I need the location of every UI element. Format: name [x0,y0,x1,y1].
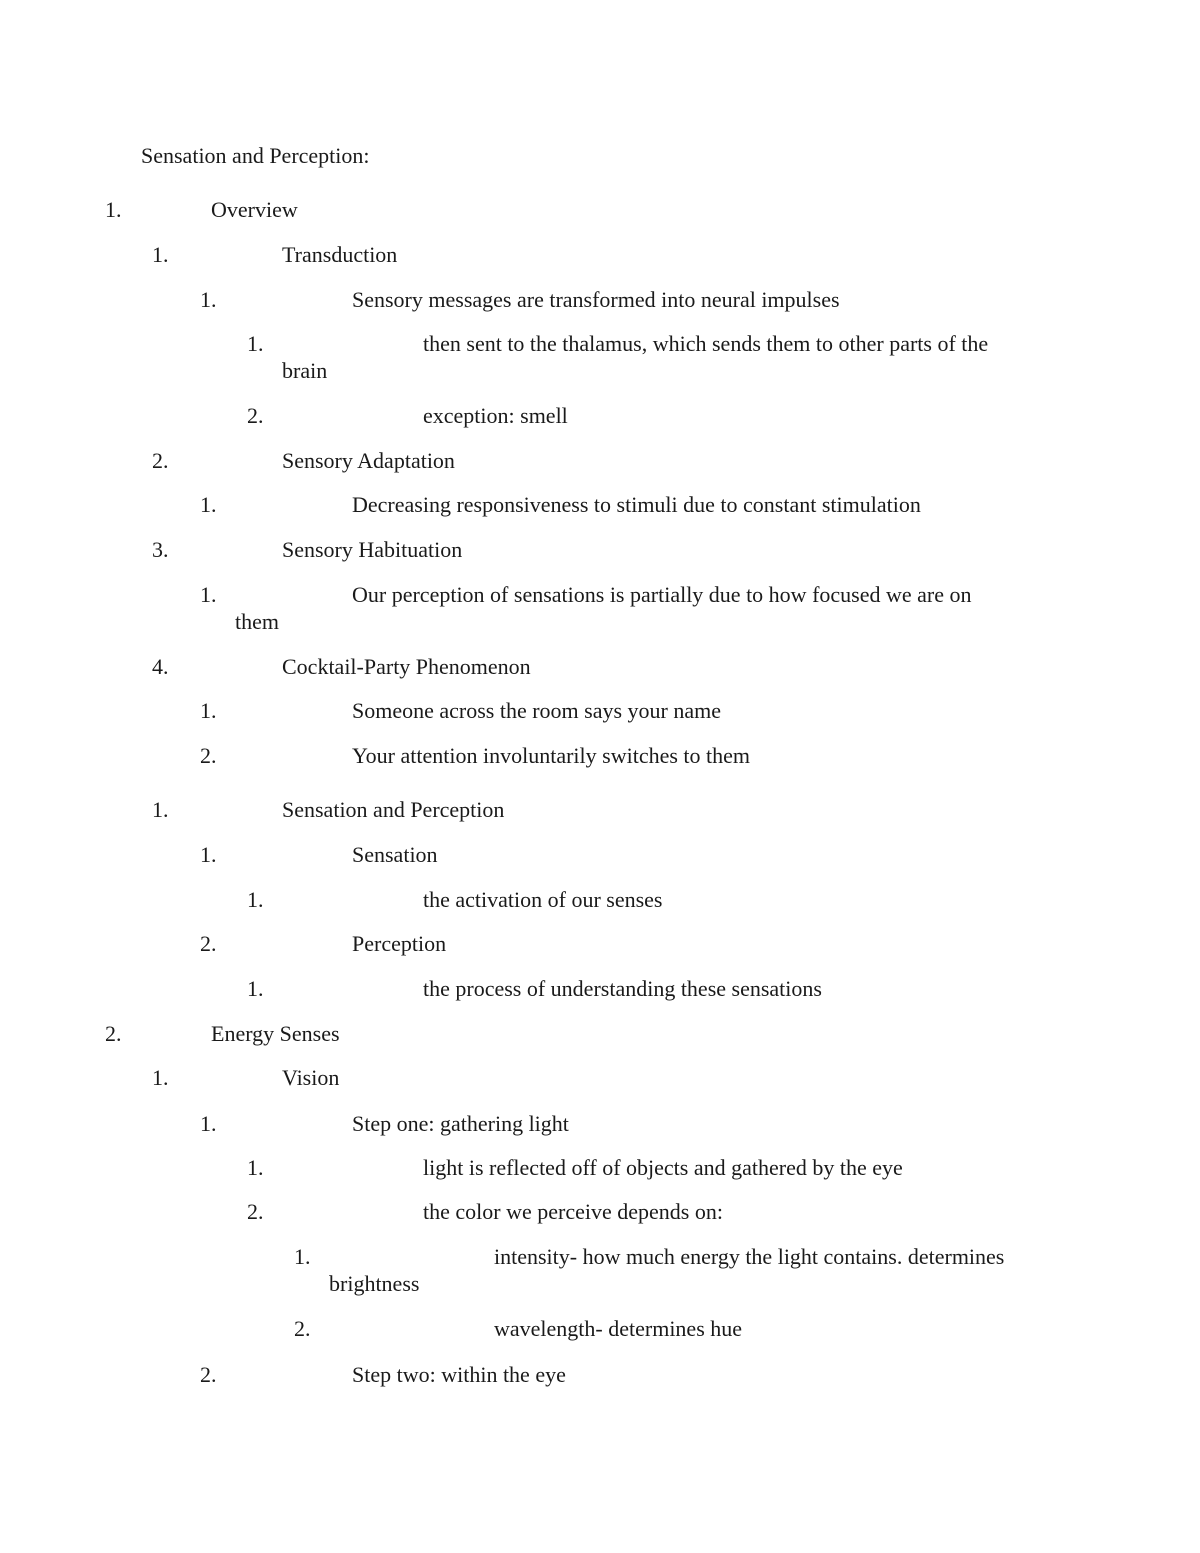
item-text: Energy Senses [211,1021,340,1046]
item-text: Someone across the room says your name [352,698,722,723]
item-number: 2. [294,1316,311,1341]
item-text: the color we perceive depends on: [423,1199,723,1224]
item-text: Step one: gathering light [352,1111,569,1136]
item-number: 1. [200,287,217,312]
item-number: 1. [247,887,264,912]
item-text: Sensory Habituation [282,537,463,562]
item-number: 4. [152,654,169,679]
item-number: 1. [105,197,122,222]
item-text-continuation: brightness [329,1271,420,1296]
item-number: 2. [200,743,217,768]
item-text: Our perception of sensations is partially due to how focused we are on [352,582,972,607]
item-number: 1. [200,1111,217,1136]
item-number: 1. [152,242,169,267]
item-number: 1. [200,582,217,607]
item-text: then sent to the thalamus, which sends them to other parts of the [423,331,989,356]
item-text: Sensation [352,842,438,867]
item-number: 1. [152,1065,169,1090]
item-number: 2. [247,403,264,428]
item-text: Cocktail-Party Phenomenon [282,654,531,679]
item-number: 2. [200,931,217,956]
item-text: Step two: within the eye [352,1362,566,1387]
item-text: Perception [352,931,447,956]
item-text-continuation: brain [282,358,328,383]
item-text: wavelength- determines hue [494,1316,743,1341]
item-number: 1. [152,797,169,822]
item-number: 1. [200,492,217,517]
document-title: Sensation and Perception: [141,143,370,168]
item-number: 1. [294,1244,311,1269]
item-number: 3. [152,537,169,562]
item-number: 1. [247,1155,264,1180]
item-text: exception: smell [423,403,568,428]
item-text: Sensory messages are transformed into neural impulses [352,287,840,312]
item-number: 2. [200,1362,217,1387]
item-text-continuation: them [235,609,279,634]
item-text: Sensory Adaptation [282,448,455,473]
item-number: 1. [200,698,217,723]
item-text: the activation of our senses [423,887,663,912]
item-number: 2. [247,1199,264,1224]
item-text: Your attention involuntarily switches to them [352,743,751,768]
item-number: 1. [247,331,264,356]
item-text: the process of understanding these sensations [423,976,822,1001]
item-text: Decreasing responsiveness to stimuli due to constant stimulation [352,492,921,517]
item-number: 2. [105,1021,122,1046]
item-text: Overview [211,197,298,222]
item-number: 1. [247,976,264,1001]
item-number: 2. [152,448,169,473]
item-text: Vision [282,1065,340,1090]
item-number: 1. [200,842,217,867]
item-text: intensity- how much energy the light contains. determines [494,1244,1005,1269]
item-text: Transduction [282,242,398,267]
item-text: light is reflected off of objects and gathered by the eye [423,1155,903,1180]
item-text: Sensation and Perception [282,797,505,822]
